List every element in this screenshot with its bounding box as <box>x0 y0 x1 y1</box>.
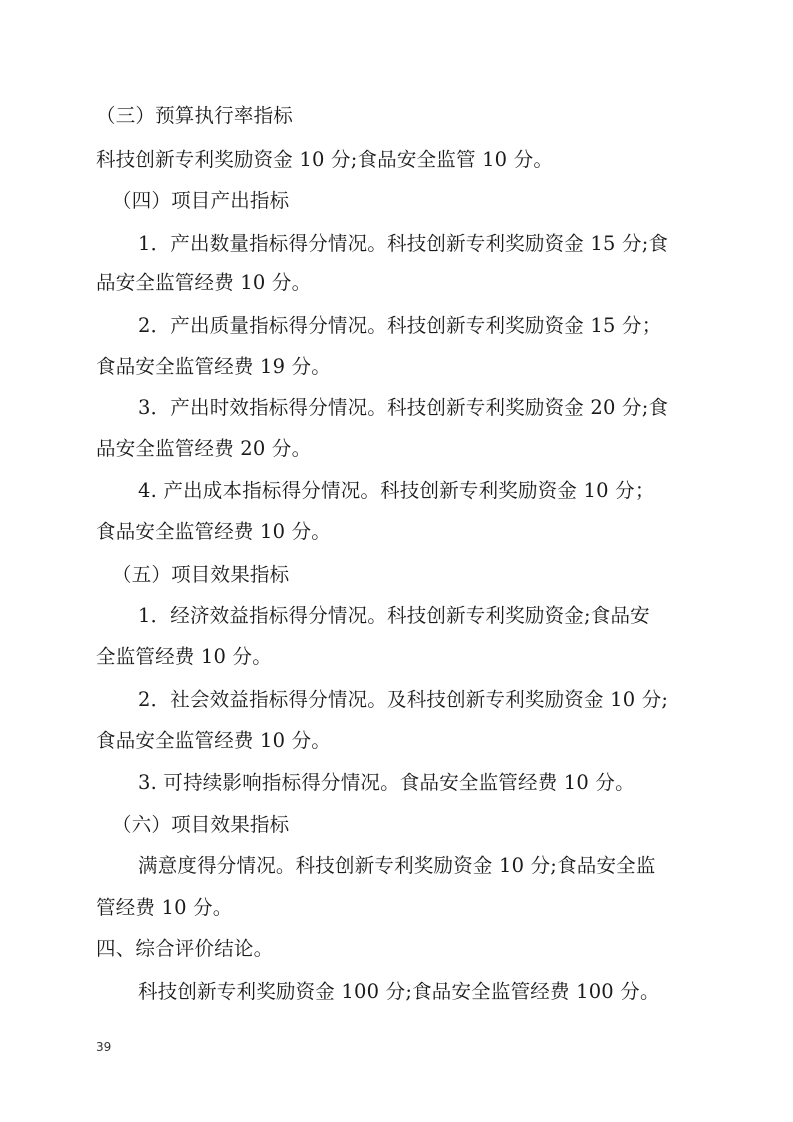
paragraph-line: 食品安全监管经费 10 分。 <box>96 729 332 752</box>
section-heading-conclusion: 四、综合评价结论。 <box>96 937 274 960</box>
paragraph-line: 4. 产出成本指标得分情况。科技创新专利奖励资金 10 分； <box>138 479 655 502</box>
paragraph-line: 1．经济效益指标得分情况。科技创新专利奖励资金;食品安 <box>138 604 650 627</box>
paragraph-line: 品安全监管经费 20 分。 <box>96 437 312 460</box>
page-number: 39 <box>96 1040 112 1054</box>
paragraph-line: 2．社会效益指标得分情况。及科技创新专利奖励资金 10 分; <box>138 688 669 711</box>
section-heading-output: （四）项目产出指标 <box>112 189 290 212</box>
section-heading-satisfaction: （六）项目效果指标 <box>112 813 290 836</box>
section-heading-effect: （五）项目效果指标 <box>112 563 290 586</box>
paragraph-line: 食品安全监管经费 19 分。 <box>96 355 332 378</box>
paragraph-line: 3．产出时效指标得分情况。科技创新专利奖励资金 20 分;食 <box>138 396 669 419</box>
paragraph-line: 全监管经费 10 分。 <box>96 645 272 668</box>
paragraph-line: 品安全监管经费 10 分。 <box>96 271 312 294</box>
paragraph-line: 满意度得分情况。科技创新专利奖励资金 10 分;食品安全监 <box>138 854 656 877</box>
paragraph-line: 3. 可持续影响指标得分情况。食品安全监管经费 10 分。 <box>138 771 635 794</box>
paragraph-line: 管经费 10 分。 <box>96 896 233 919</box>
paragraph-line: 2．产出质量指标得分情况。科技创新专利奖励资金 15 分； <box>138 314 662 337</box>
paragraph-line: 1．产出数量指标得分情况。科技创新专利奖励资金 15 分;食 <box>138 232 669 255</box>
paragraph-line: 科技创新专利奖励资金 10 分;食品安全监管 10 分。 <box>96 148 554 171</box>
paragraph-line: 食品安全监管经费 10 分。 <box>96 520 332 543</box>
section-heading-budget-execution: （三）预算执行率指标 <box>96 104 294 127</box>
paragraph-line: 科技创新专利奖励资金 100 分;食品安全监管经费 100 分。 <box>138 980 660 1003</box>
